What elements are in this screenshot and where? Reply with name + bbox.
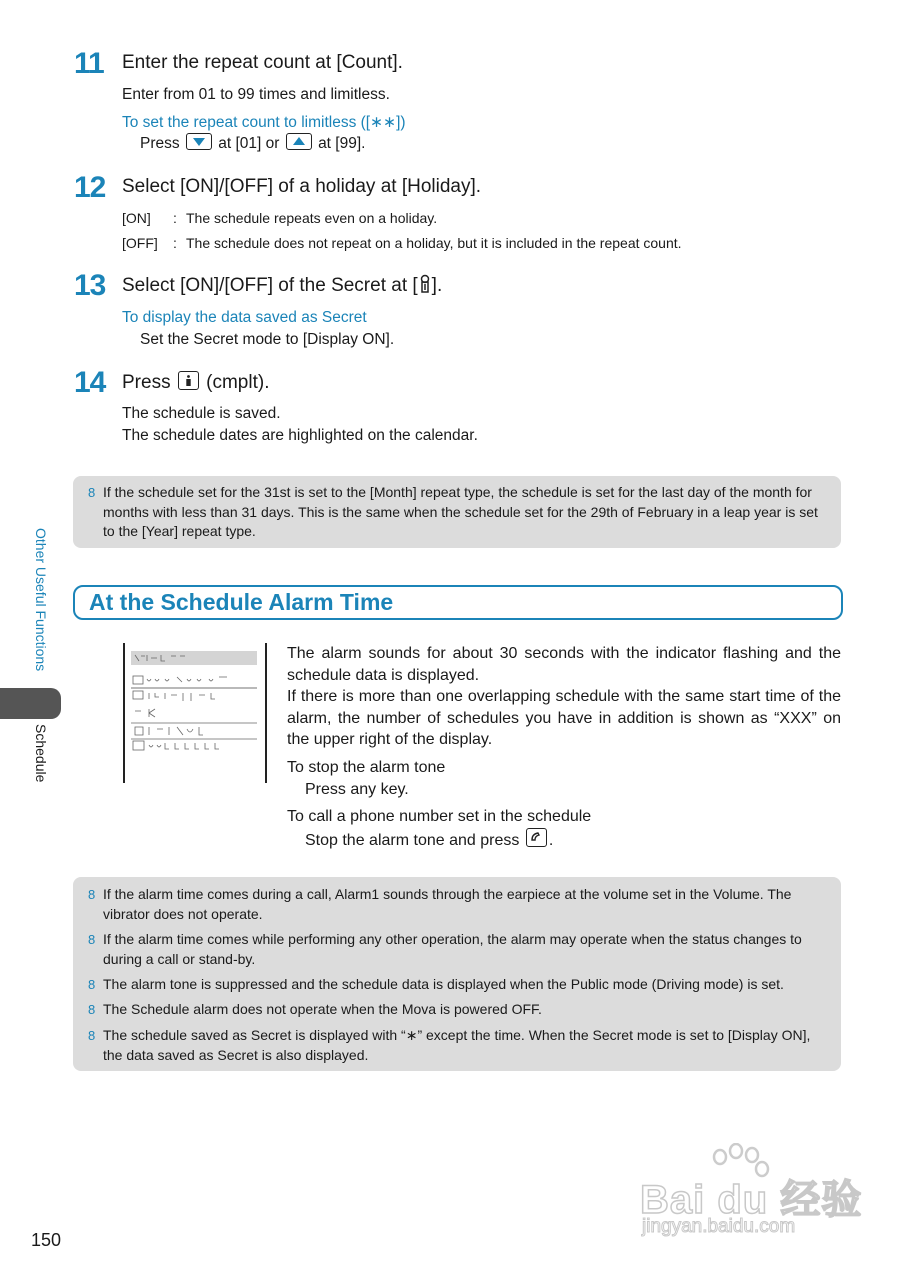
step-number: 12 bbox=[74, 171, 106, 204]
note-item bbox=[88, 1026, 833, 1065]
screen-content bbox=[125, 643, 265, 783]
sub-body bbox=[140, 133, 365, 155]
note-text: The Schedule alarm does not operate when the Mova is powered OFF. bbox=[103, 1001, 542, 1017]
sidebar-chapter: Other Useful Functions bbox=[33, 528, 49, 672]
press-label: Press bbox=[140, 135, 180, 152]
note-bullet: 8 bbox=[88, 1028, 96, 1043]
note-item bbox=[88, 930, 833, 969]
step-title: Enter the repeat count at [Count]. bbox=[122, 52, 403, 73]
end-label: at [99]. bbox=[318, 135, 366, 152]
option-desc: The schedule does not repeat on a holiday, but it is included in the repeat count. bbox=[186, 235, 682, 251]
step-body: The schedule dates are highlighted on the calendar. bbox=[122, 427, 478, 444]
note-item bbox=[88, 975, 833, 995]
note-box bbox=[73, 877, 841, 1071]
note-bullet: 8 bbox=[88, 485, 96, 500]
section-paragraph: The alarm sounds for about 30 seconds with the indicator flashing and the schedule data is displayed. bbox=[287, 645, 841, 684]
sub-body bbox=[305, 828, 835, 852]
note-bullet: 8 bbox=[88, 932, 96, 947]
step-title: Select [ON]/[OFF] of a holiday at [Holiday]. bbox=[122, 176, 482, 197]
title-end: (cmplt). bbox=[206, 372, 270, 393]
option-sep: : bbox=[173, 210, 177, 226]
step-body: The schedule is saved. bbox=[122, 405, 281, 422]
step-title bbox=[122, 371, 269, 394]
sub-body: Set the Secret mode to [Display ON]. bbox=[140, 331, 395, 348]
sub-body: Press any key. bbox=[305, 781, 409, 798]
menu-key-icon bbox=[178, 371, 199, 390]
step-number: 11 bbox=[74, 47, 104, 80]
sub-heading: To stop the alarm tone bbox=[287, 759, 446, 776]
title-start: Select [ON]/[OFF] of the Secret at [ bbox=[122, 275, 418, 296]
page-number: 150 bbox=[31, 1230, 62, 1250]
option-key: [OFF] bbox=[122, 235, 158, 251]
up-key-icon bbox=[286, 133, 312, 150]
section-paragraph: If there is more than one overlapping schedule with the same start time of the alarm, the number of schedules you have in addition is shown as “XXX” on the upper right of the display. bbox=[287, 688, 841, 748]
step-number: 13 bbox=[74, 269, 106, 302]
note-text: If the alarm time comes during a call, Alarm1 sounds through the earpiece at the volume set in the Volume. The vibrator does not operate. bbox=[103, 886, 792, 922]
section-title: At the Schedule Alarm Time bbox=[89, 589, 394, 615]
step-body: Enter from 01 to 99 times and limitless. bbox=[122, 86, 390, 103]
title-end: ]. bbox=[431, 275, 443, 296]
note-bullet: 8 bbox=[88, 1002, 96, 1017]
note-text: If the schedule set for the 31st is set to the [Month] repeat type, the schedule is set for the last day of the month for months with less than 31 days. This is the same when the schedule set for the 29th of February in a leap year is set to the [Year] repeat type. bbox=[103, 484, 818, 539]
note-item bbox=[88, 483, 833, 542]
option-key: [ON] bbox=[122, 210, 151, 226]
note-bullet: 8 bbox=[88, 977, 96, 992]
note-item bbox=[88, 885, 833, 924]
note-text: The alarm tone is suppressed and the schedule data is displayed when the Public mode (Driving mode) is set. bbox=[103, 976, 784, 992]
sub-heading: To call a phone number set in the schedule bbox=[287, 808, 592, 825]
sidebar-tab bbox=[0, 688, 61, 719]
sub-heading: To set the repeat count to limitless ([∗∗]) bbox=[122, 114, 406, 131]
step-number: 14 bbox=[74, 366, 106, 399]
phone-call-key-icon bbox=[526, 828, 547, 847]
note-text: If the alarm time comes while performing any other operation, the alarm may operate when the status changes to during a call or stand-by. bbox=[103, 931, 802, 967]
phone-screen-illustration bbox=[123, 643, 267, 783]
sidebar-section: Schedule bbox=[33, 724, 49, 783]
sub-heading: To display the data saved as Secret bbox=[122, 309, 367, 326]
secret-key-icon bbox=[418, 274, 432, 294]
down-key-icon bbox=[186, 133, 212, 150]
note-bullet: 8 bbox=[88, 887, 96, 902]
call-text-end: . bbox=[548, 832, 554, 849]
mid-label: at [01] or bbox=[218, 135, 280, 152]
watermark-brand: Bai du 经验 bbox=[640, 1178, 863, 1222]
note-box bbox=[73, 476, 841, 548]
option-desc: The schedule repeats even on a holiday. bbox=[186, 210, 438, 226]
call-text: Stop the alarm tone and press bbox=[305, 832, 520, 849]
title-start: Press bbox=[122, 372, 171, 393]
section-heading bbox=[73, 585, 843, 620]
note-text: The schedule saved as Secret is displayed with “∗” except the time. When the Secret mode is set to [Display ON], the data saved as Secret is also displayed. bbox=[103, 1027, 811, 1063]
note-item bbox=[88, 1000, 833, 1020]
watermark-url: jingyan.baidu.com bbox=[642, 1216, 796, 1237]
step-title bbox=[122, 274, 442, 297]
option-sep: : bbox=[173, 235, 177, 251]
